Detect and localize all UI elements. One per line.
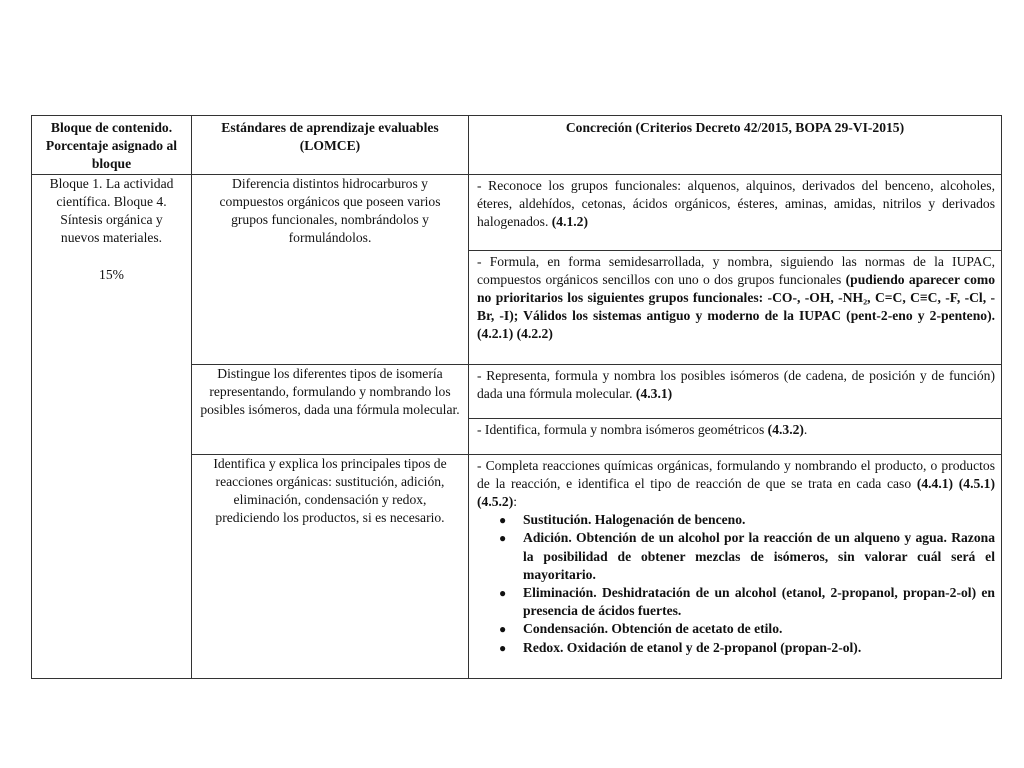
block-text: Bloque 1. La actividad científica. Bloque 4. Síntesis orgánica y nuevos materiales. [49, 175, 174, 246]
header-concrecion-text: Concreción (Criterios Decreto 42/2015, BOPA 29-VI-2015) [565, 120, 905, 135]
concrecion-cell [469, 174, 1002, 250]
concrecion-cell [469, 418, 1002, 454]
header-concrecion [469, 116, 1002, 175]
standard-text: Identifica y explica los principales tipos de reacciones orgánicas: sustitución, adición, eliminación, condensación y redox, prediciendo los productos, si es necesario. [213, 455, 447, 526]
concrecion-text [469, 251, 1001, 347]
concrecion-tail: : [513, 494, 518, 510]
standard-cell [192, 364, 469, 454]
concrecion-code: (4.4.1) (4.5.1) (4.5.2) [477, 475, 995, 510]
concrecion-text [469, 419, 1001, 442]
bullet-icon: ● [499, 513, 507, 528]
concrecion-bold: (pudiendo aparecer como no prioritarios los siguientes grupos funcionales: -CO-, -OH, -NH₂, C=C, C≡C, -F, -Cl, -Br, -I); Válidos los sistemas antiguo y moderno de la IUPAC (pent-2-eno y 2-penteno). (4.2.1) (4.2.2) [477, 271, 996, 342]
bullet-icon: ● [499, 531, 507, 546]
concrecion-plain: - Completa reacciones químicas orgánicas, formulando y nombrando el producto, o productos de la reacción, e identifica el tipo de reacción de que se trata en cada caso [477, 457, 995, 491]
concrecion-text [469, 365, 1001, 406]
reaction-text: Eliminación. Deshidratación de un alcohol (etanol, 2-propanol, propan-2-ol) en presencia de ácidos fuertes. [523, 585, 995, 619]
concrecion-text [469, 175, 1001, 235]
header-standards-text: Estándares de aprendizaje evaluables (LOMCE) [221, 120, 439, 154]
concrecion-code: (4.1.2) [551, 214, 588, 230]
table-row [32, 174, 1002, 250]
standard-cell [192, 174, 469, 364]
standard-text: Diferencia distintos hidrocarburos y compuestos orgánicos que poseen varios grupos funcionales, nombrándolos y formulándolos. [219, 175, 441, 246]
concrecion-plain: - Identifica, formula y nombra isómeros geométricos [477, 421, 768, 437]
bullet-icon: ● [499, 622, 507, 637]
list-item [499, 529, 995, 584]
block-cell [32, 174, 192, 678]
list-item [499, 584, 995, 620]
bullet-icon: ● [499, 640, 507, 655]
header-row [32, 116, 1002, 175]
concrecion-plain: - Formula, en forma semidesarrollada, y nombra, siguiendo las normas de la IUPAC, compuestos orgánicos sencillos con uno o dos grupos funcionales [477, 253, 995, 287]
header-block [32, 116, 192, 175]
reaction-text: Condensación. Obtención de acetato de etilo. [523, 621, 783, 637]
block-percent: 15% [99, 267, 124, 283]
concrecion-text [469, 455, 1001, 660]
concrecion-plain: - Reconoce los grupos funcionales: alquenos, alquinos, derivados del benceno, alcoholes, éteres, aldehídos, cetonas, ácidos orgánicos, ésteres, aminas, amidas, nitrilos y derivados halogenados. [477, 177, 995, 230]
reaction-text: Redox. Oxidación de etanol y de 2-propanol (propan-2-ol). [523, 639, 862, 655]
list-item [499, 639, 995, 657]
list-item [499, 620, 995, 638]
reaction-list [477, 511, 995, 657]
standard-cell [192, 454, 469, 678]
concrecion-code: (4.3.1) [635, 385, 673, 401]
concrecion-cell [469, 364, 1002, 418]
criteria-table [31, 115, 1002, 679]
reaction-text: Sustitución. Halogenación de benceno. [523, 512, 746, 528]
header-block-text: Bloque de contenido. Porcentaje asignado al bloque [45, 120, 178, 172]
reaction-text: Adición. Obtención de un alcohol por la reacción de un alqueno y agua. Razona la posibilidad de obtener mezclas de isómeros, sin valorar cuál será el mayoritario. [523, 530, 995, 582]
concrecion-tail: . [803, 421, 808, 437]
concrecion-cell [469, 454, 1002, 678]
list-item [499, 511, 995, 529]
bullet-icon: ● [499, 586, 507, 601]
header-standards [192, 116, 469, 175]
standard-text: Distingue los diferentes tipos de isomería representando, formulando y nombrando los posibles isómeros, dada una fórmula molecular. [200, 365, 460, 418]
concrecion-code: (4.3.2) [767, 421, 804, 437]
concrecion-cell [469, 250, 1002, 364]
concrecion-plain: - Representa, formula y nombra los posibles isómeros (de cadena, de posición y de función) dada una fórmula molecular. [477, 367, 995, 401]
